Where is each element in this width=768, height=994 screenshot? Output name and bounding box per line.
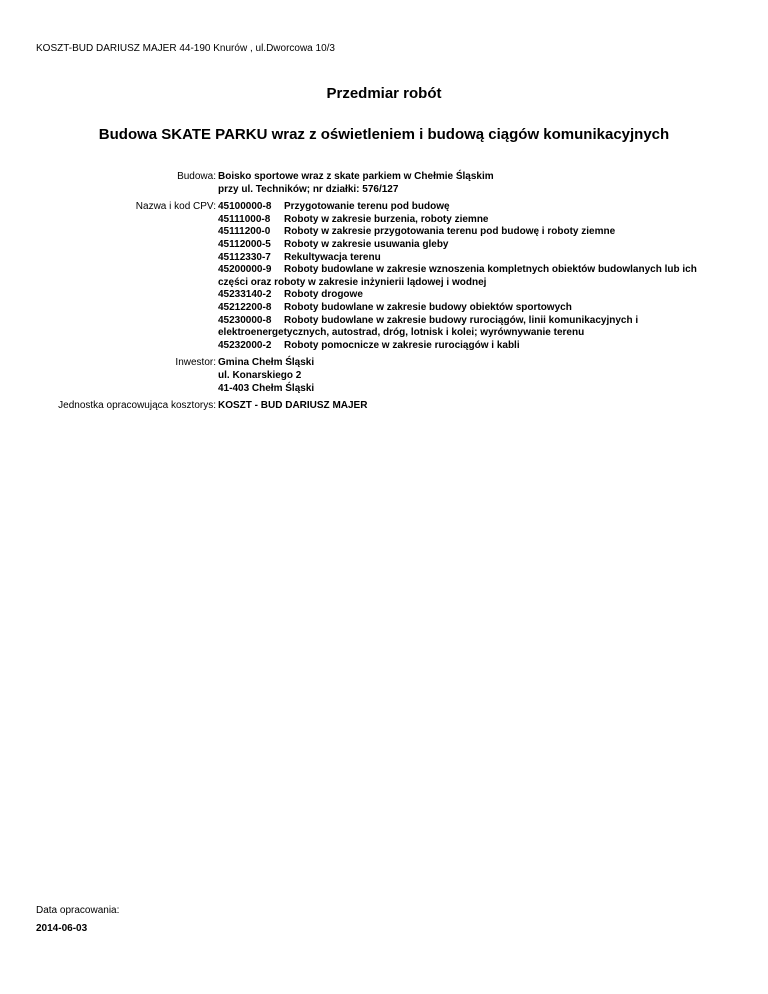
inwestor-line: 41-403 Chełm Śląski — [218, 382, 315, 394]
document-subtitle: Budowa SKATE PARKU wraz z oświetleniem i budową ciągów komunikacyjnych — [98, 126, 670, 143]
budowa-line: przy ul. Techników; nr działki: 576/127 — [218, 183, 399, 195]
cpv-code: 45112000-5 — [218, 238, 271, 250]
cpv-item — [218, 302, 698, 315]
cpv-label: Nazwa i kod CPV: — [135, 201, 216, 213]
cpv-list — [218, 201, 698, 352]
date-value: 2014-06-03 — [36, 923, 88, 934]
cpv-item — [218, 289, 698, 302]
inwestor-label: Inwestor: — [175, 357, 216, 369]
info-section — [0, 171, 768, 418]
cpv-code: 45232000-2 — [218, 339, 272, 351]
inwestor-line: ul. Konarskiego 2 — [218, 369, 302, 381]
budowa-label: Budowa: — [177, 171, 216, 182]
cpv-code: 45111000-8 — [218, 213, 271, 225]
cpv-code: 45100000-8 — [218, 201, 272, 213]
cpv-code: 45111200-0 — [218, 226, 271, 238]
cpv-text: Roboty w zakresie przygotowania terenu pod budowę i roboty ziemne — [284, 226, 616, 238]
cpv-text: Roboty pomocnicze w zakresie rurociągów i kabli — [284, 339, 520, 351]
cpv-item — [218, 315, 698, 340]
cpv-text: Przygotowanie terenu pod budowę — [284, 201, 450, 213]
cpv-text: Roboty budowlane w zakresie budowy rurociągów, linii komunikacyjnych i elektroenergetycznych, autostrad, dróg, lotnisk i kolei; wyrównywanie terenu — [218, 314, 639, 339]
cpv-text: Roboty w zakresie burzenia, roboty ziemne — [284, 213, 489, 225]
cpv-code: 45212200-8 — [218, 301, 272, 313]
inwestor-value — [218, 357, 698, 395]
cpv-text: Roboty budowlane w zakresie wznoszenia kompletnych obiektów budowlanych lub ich części oraz roboty w zakresie inżynierii lądowej i wodnej — [218, 264, 697, 288]
cpv-item — [218, 226, 698, 239]
cpv-text: Roboty w zakresie usuwania gleby — [284, 238, 449, 250]
cpv-code: 45112330-7 — [218, 251, 271, 263]
cpv-item — [218, 252, 698, 265]
budowa-value — [218, 171, 698, 196]
cpv-item — [218, 264, 698, 289]
inwestor-line: Gmina Chełm Śląski — [218, 357, 315, 369]
cpv-item — [218, 201, 698, 214]
cpv-text: Roboty drogowe — [284, 289, 363, 301]
jednostka-line: KOSZT - BUD DARIUSZ MAJER — [218, 400, 368, 412]
inwestor-row — [0, 357, 768, 395]
cpv-code: 45230000-8 — [218, 314, 272, 326]
jednostka-value — [218, 400, 698, 413]
cpv-text: Roboty budowlane w zakresie budowy obiektów sportowych — [284, 301, 572, 313]
document-title: Przedmiar robót — [326, 85, 442, 102]
cpv-code: 45200000-9 — [218, 264, 272, 276]
cpv-item — [218, 340, 698, 353]
jednostka-label: Jednostka opracowująca kosztorys: — [58, 400, 216, 412]
company-header: KOSZT-BUD DARIUSZ MAJER 44-190 Knurów , ul.Dworcowa 10/3 — [36, 43, 335, 54]
jednostka-row — [0, 400, 768, 413]
cpv-code: 45233140-2 — [218, 289, 272, 301]
cpv-row — [0, 201, 768, 352]
cpv-item — [218, 239, 698, 252]
cpv-text: Rekultywacja terenu — [284, 251, 381, 263]
budowa-row — [0, 171, 768, 196]
budowa-line: Boisko sportowe wraz z skate parkiem w Chełmie Śląskim — [218, 171, 494, 182]
cpv-item — [218, 214, 698, 227]
date-label: Data opracowania: — [36, 905, 120, 916]
